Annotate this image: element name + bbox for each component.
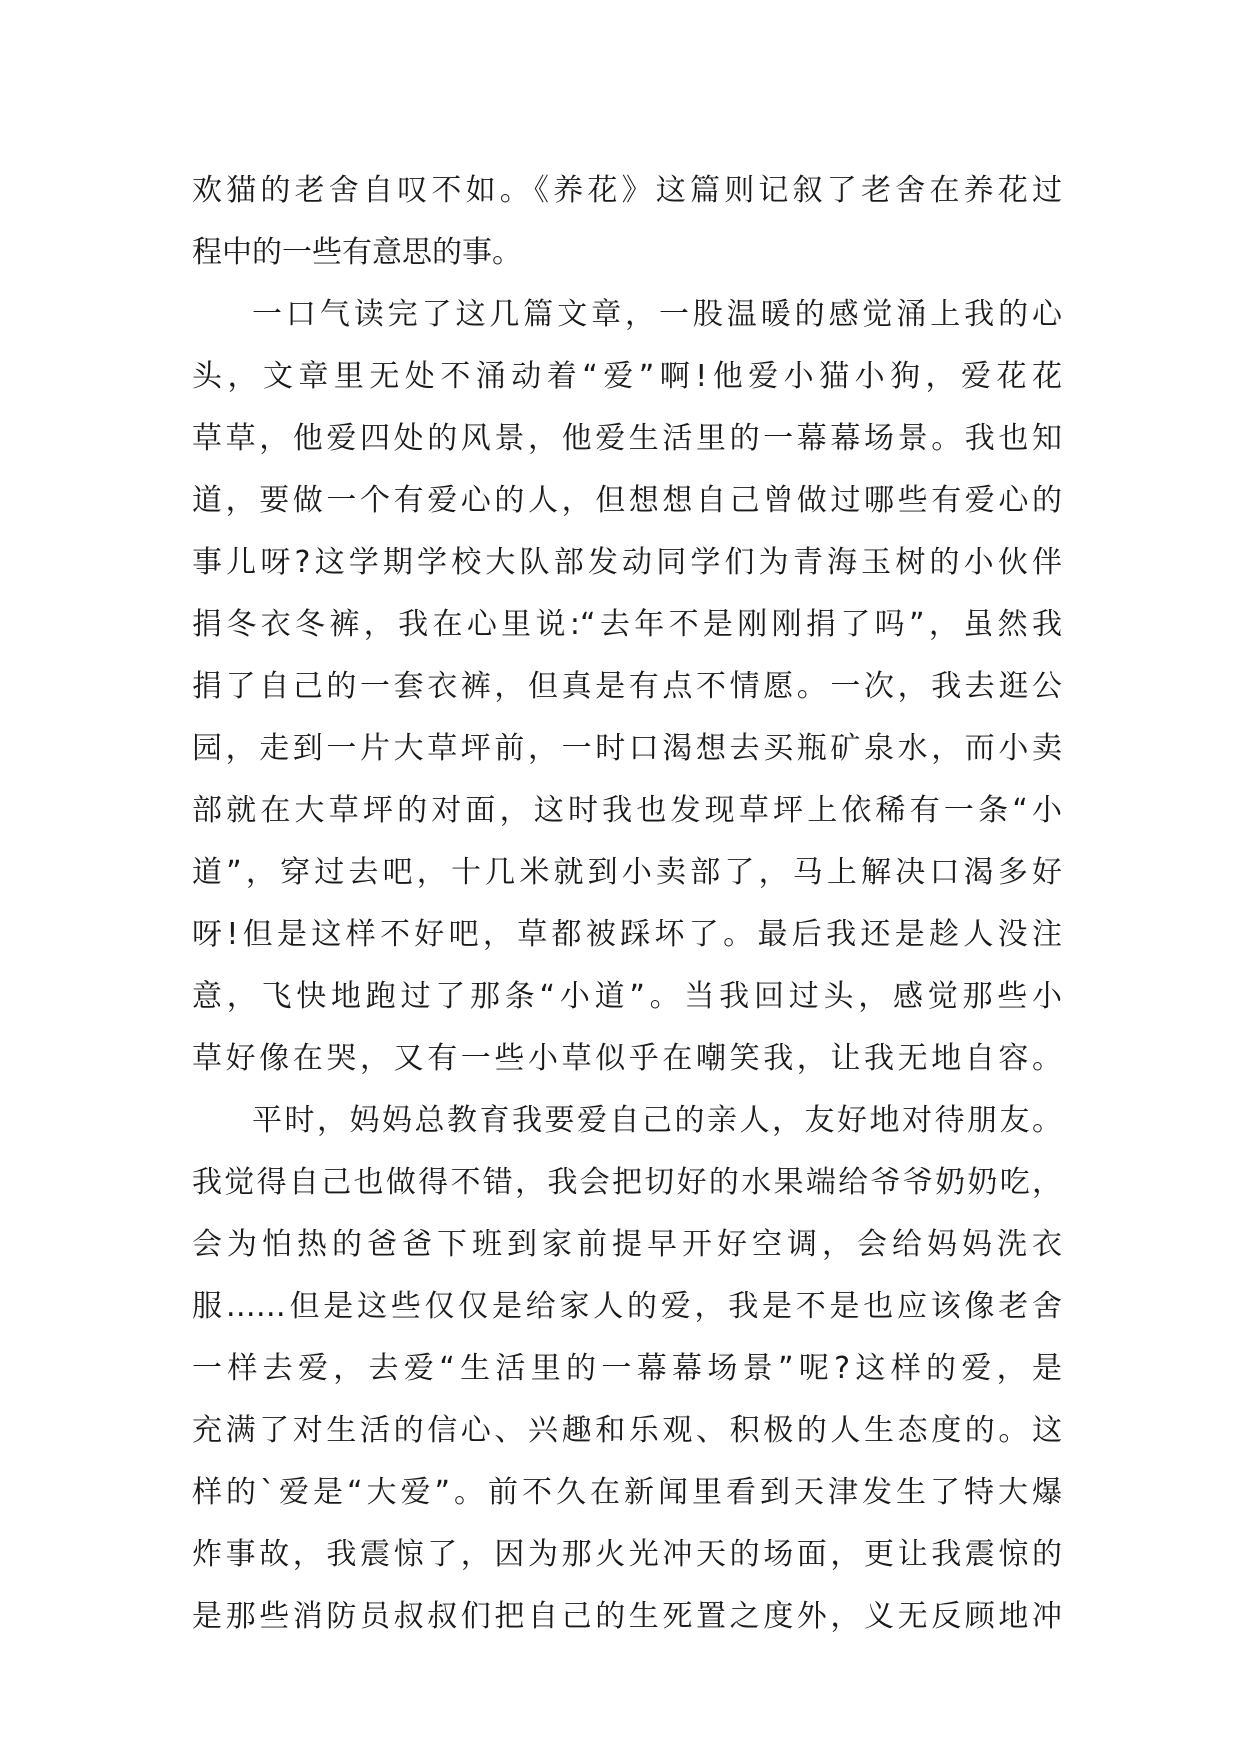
text-line: 园，走到一片大草坪前，一时口渴想去买瓶矿泉水，而小卖 [192,731,1062,766]
text-line: 会为怕热的爸爸下班到家前提早开好空调，会给妈妈洗衣 [192,1227,1062,1262]
text-line: 头，文章里无处不涌动着“爱”啊!他爱小猫小狗，爱花花 [192,359,1062,394]
text-line: 草草，他爱四处的风景，他爱生活里的一幕幕场景。我也知 [192,421,1062,456]
text-line: 道，要做一个有爱心的人，但想想自己曾做过哪些有爱心的 [192,483,1062,518]
text-line: 草好像在哭，又有一些小草似乎在嘲笑我，让我无地自容。 [192,1041,1062,1076]
text-line: 捐冬衣冬裤，我在心里说:“去年不是刚刚捐了吗”，虽然我 [192,607,1062,642]
text-line: 欢猫的老舍自叹不如。《养花》这篇则记叙了老舍在养花过 [192,173,1062,208]
text-line: 样的`爱是“大爱”。前不久在新闻里看到天津发生了特大爆 [192,1475,1062,1510]
text-line: 服……但是这些仅仅是给家人的爱，我是不是也应该像老舍 [192,1289,1062,1324]
text-line: 炸事故，我震惊了，因为那火光冲天的场面，更让我震惊的 [192,1537,1062,1572]
text-line: 呀!但是这样不好吧，草都被踩坏了。最后我还是趁人没注 [192,917,1062,952]
text-line: 一口气读完了这几篇文章，一股温暖的感觉涌上我的心 [252,297,1062,332]
text-line: 意，飞快地跑过了那条“小道”。当我回过头，感觉那些小 [192,979,1062,1014]
text-line: 部就在大草坪的对面，这时我也发现草坪上依稀有一条“小 [192,793,1062,828]
text-line: 充满了对生活的信心、兴趣和乐观、积极的人生态度的。这 [192,1413,1062,1448]
document-body [192,160,1062,1648]
text-line: 一样去爱，去爱“生活里的一幕幕场景”呢?这样的爱，是 [192,1351,1062,1386]
text-line: 事儿呀?这学期学校大队部发动同学们为青海玉树的小伙伴 [192,545,1062,580]
text-line: 我觉得自己也做得不错，我会把切好的水果端给爷爷奶奶吃， [192,1165,1062,1200]
text-line: 捐了自己的一套衣裤，但真是有点不情愿。一次，我去逛公 [192,669,1062,704]
text-line: 程中的一些有意思的事。 [192,235,522,270]
text-line: 平时，妈妈总教育我要爱自己的亲人，友好地对待朋友。 [252,1103,1062,1138]
text-line: 道”，穿过去吧，十几米就到小卖部了，马上解决口渴多好 [192,855,1062,890]
text-line: 是那些消防员叔叔们把自己的生死置之度外，义无反顾地冲 [192,1599,1062,1634]
